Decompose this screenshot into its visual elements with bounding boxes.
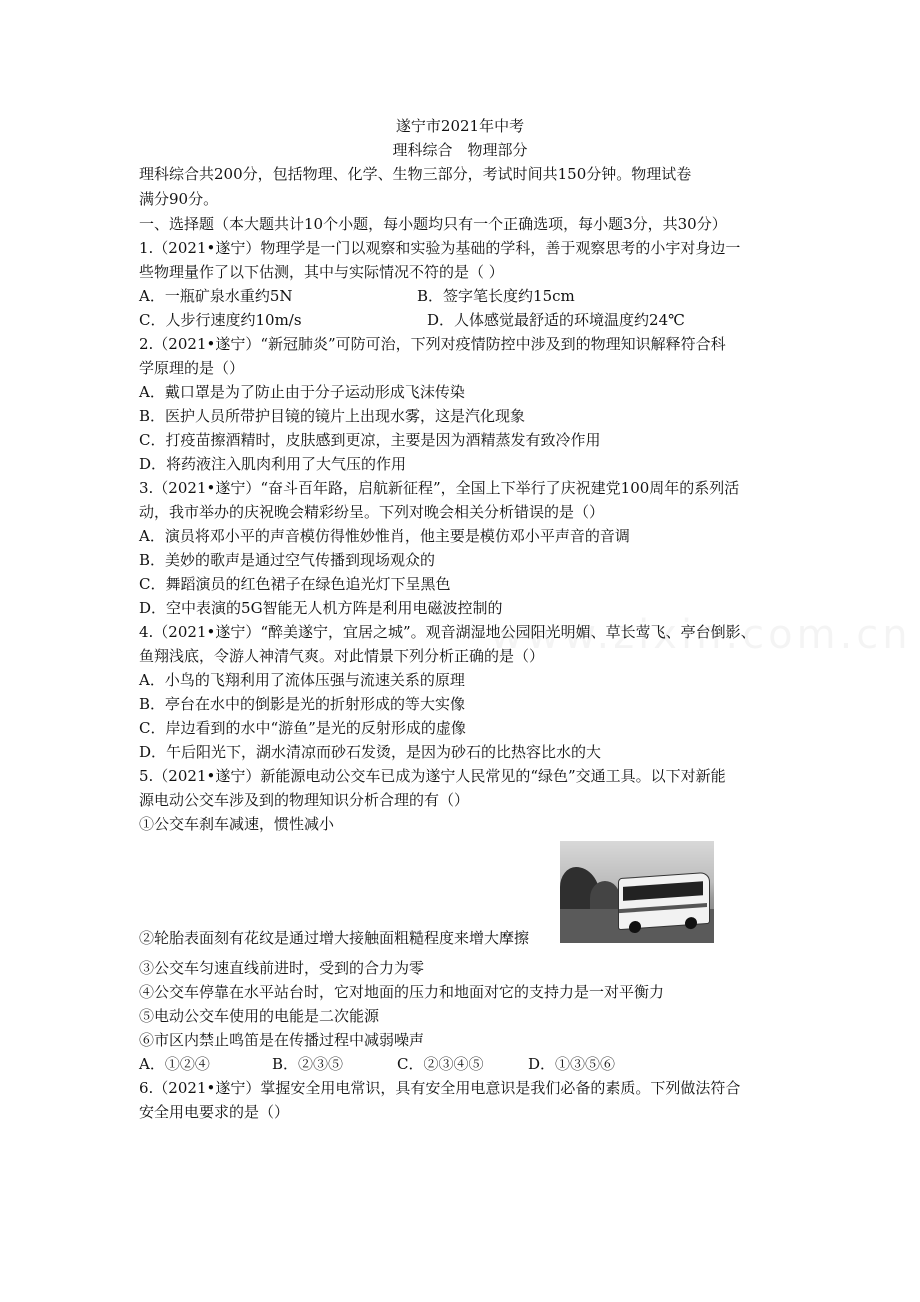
q1-option-d: D．人体感觉最舒适的环境温度约24℃ <box>427 311 685 329</box>
q2-stem-line-2: 学原理的是（） <box>139 359 245 377</box>
bus-window <box>623 881 703 901</box>
q3-option-b: B．美妙的歌声是通过空气传播到现场观众的 <box>139 551 436 569</box>
bus-shape <box>618 872 710 930</box>
q5-stem-line-2: 源电动公交车涉及到的物理知识分析合理的有（） <box>139 791 470 809</box>
intro-line-1: 理科综合共200分，包括物理、化学、生物三部分，考试时间共150分钟。物理试卷 <box>139 165 692 183</box>
q3-stem-line-2: 动，我市举办的庆祝晚会精彩纷呈。下列对晚会相关分析错误的是（） <box>139 503 605 521</box>
q4-option-a: A．小鸟的飞翔利用了流体压强与流速关系的原理 <box>139 671 465 689</box>
q3-option-c: C．舞蹈演员的红色裙子在绿色追光灯下呈黑色 <box>139 575 451 593</box>
q4-option-c: C．岸边看到的水中“游鱼”是光的反射形成的虚像 <box>139 719 466 737</box>
q1-option-c: C．人步行速度约10m/s <box>139 311 302 329</box>
q4-stem-line-1: 4.（2021•遂宁）“醉美遂宁，宜居之城”。观音湖湿地公园阳光明媚、草长莺飞、亭台倒影、 <box>139 623 756 641</box>
q5-option-d: D．①③⑤⑥ <box>528 1055 616 1073</box>
q5-statement-1: ①公交车刹车减速，惯性减小 <box>139 815 335 833</box>
q6-stem-line-1: 6.（2021•遂宁）掌握安全用电常识，具有安全用电意识是我们必备的素质。下列做法符合 <box>139 1079 741 1097</box>
q1-option-b: B．签字笔长度约15cm <box>417 287 575 305</box>
q5-stem-line-1: 5.（2021•遂宁）新能源电动公交车已成为遂宁人民常见的“绿色”交通工具。以下对新能 <box>139 767 726 785</box>
q5-statement-4: ④公交车停靠在水平站台时，它对地面的压力和地面对它的支持力是一对平衡力 <box>139 983 665 1001</box>
q5-option-b: B．②③⑤ <box>272 1055 344 1073</box>
q5-statement-5: ⑤电动公交车使用的电能是二次能源 <box>139 1007 380 1025</box>
q3-stem-line-1: 3.（2021•遂宁）“奋斗百年路，启航新征程”，全国上下举行了庆祝建党100周年的系列活 <box>139 479 740 497</box>
q3-option-a: A．演员将邓小平的声音模仿得惟妙惟肖，他主要是模仿邓小平声音的音调 <box>139 527 630 545</box>
page-subtitle: 理科综合 物理部分 <box>392 141 528 159</box>
q1-stem-line-1: 1.（2021•遂宁）物理学是一门以观察和实验为基础的学科，善于观察思考的小宇对身边一 <box>139 239 741 257</box>
q2-option-d: D．将药液注入肌肉利用了大气压的作用 <box>139 455 407 473</box>
bus-stripe <box>619 903 707 913</box>
q5-option-c: C．②③④⑤ <box>397 1055 484 1073</box>
q1-stem-line-2: 些物理量作了以下估测，其中与实际情况不符的是（ ） <box>139 263 504 281</box>
q4-option-d: D．午后阳光下，湖水清凉而砂石发烫，是因为砂石的比热容比水的大 <box>139 743 602 761</box>
q2-stem-line-1: 2.（2021•遂宁）“新冠肺炎”可防可治，下列对疫情防控中涉及到的物理知识解释符合科 <box>139 335 726 353</box>
q3-option-d: D．空中表演的5G智能无人机方阵是利用电磁波控制的 <box>139 599 503 617</box>
q4-stem-line-2: 鱼翔浅底，令游人神清气爽。对此情景下列分析正确的是（） <box>139 647 545 665</box>
q1-option-a: A．一瓶矿泉水重约5N <box>139 287 293 305</box>
q5-statement-3: ③公交车匀速直线前进时，受到的合力为零 <box>139 959 425 977</box>
page-title: 遂宁市2021年中考 <box>395 117 525 135</box>
q6-stem-line-2: 安全用电要求的是（） <box>139 1103 290 1121</box>
q4-option-b: B．亭台在水中的倒影是光的折射形成的等大实像 <box>139 695 466 713</box>
intro-line-2: 满分90分。 <box>139 190 219 208</box>
q2-option-a: A．戴口罩是为了防止由于分子运动形成飞沫传染 <box>139 383 465 401</box>
q5-statement-2: ②轮胎表面刻有花纹是通过增大接触面粗糙程度来增大摩擦 <box>139 929 530 947</box>
q2-option-b: B．医护人员所带护目镜的镜片上出现水雾，这是汽化现象 <box>139 407 526 425</box>
q5-statement-6: ⑥市区内禁止鸣笛是在传播过程中减弱噪声 <box>139 1031 425 1049</box>
section-heading: 一、选择题（本大题共计10个小题，每小题均只有一个正确选项，每小题3分，共30分） <box>139 215 727 233</box>
q2-option-c: C．打疫苗擦酒精时，皮肤感到更凉，主要是因为酒精蒸发有致冷作用 <box>139 431 601 449</box>
bus-photo-icon <box>560 841 714 943</box>
q5-option-a: A．①②④ <box>139 1055 210 1073</box>
